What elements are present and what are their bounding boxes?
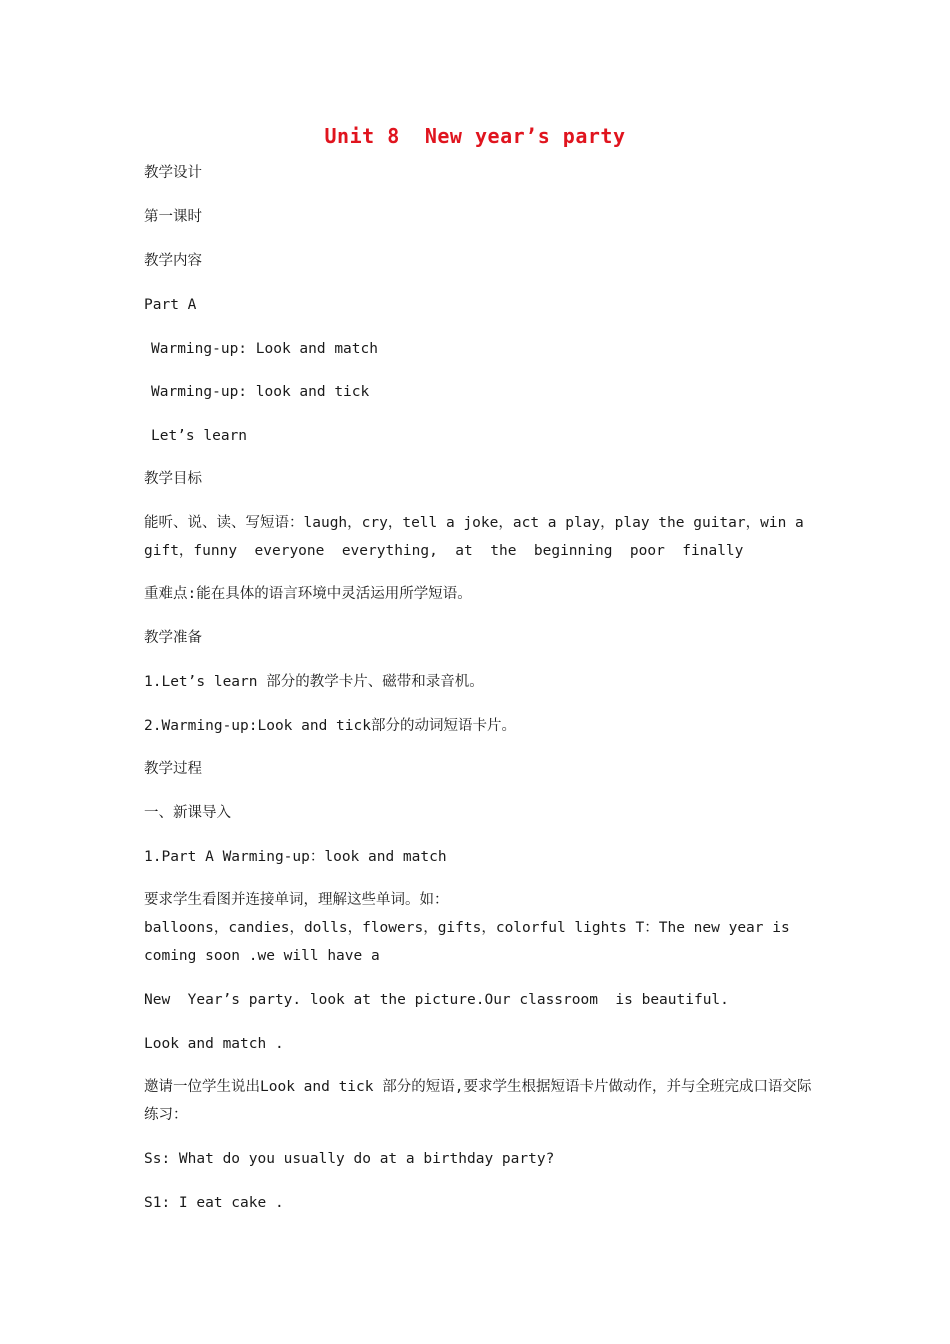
paragraph-lesson: 第一课时 [144,209,202,225]
paragraph-list-item: 2.Warming-up:Look and tick部分的动词短语卡片。 [144,718,516,734]
paragraph-text: New Year’s party. look at the picture.Our classroom is beautiful. [144,992,729,1008]
paragraph-key-points: 重难点:能在具体的语言环境中灵活运用所学短语。 [144,586,472,602]
paragraph-heading: 教学过程 [144,761,202,777]
paragraph-text: balloons，candies，dolls，flowers，gifts，colorful lights T：The new year is coming soon .we will have a [144,920,799,964]
paragraph-heading: 教学目标 [144,471,202,487]
paragraph-text: 邀请一位学生说出Look and tick 部分的短语,要求学生根据短语卡片做动作，并与全班完成口语交际练习： [144,1079,812,1123]
document-title: Unit 8 New year’s party [324,124,626,148]
paragraph-list-item: 1.Let’s learn 部分的教学卡片、磁带和录音机。 [144,674,484,690]
paragraph-dialogue: Ss: What do you usually do at a birthday party? [144,1151,555,1167]
paragraph-heading: 教学设计 [144,165,202,181]
paragraph-text: Warming-up: look and tick [151,384,370,400]
paragraph-text: Look and match . [144,1036,284,1052]
paragraph-text: 要求学生看图并连接单词，理解这些单词。如： [144,892,449,908]
paragraph-text: Let’s learn [151,428,248,444]
paragraph-text: Warming-up: Look and match [151,341,378,357]
paragraph-objectives: 能听、说、读、写短语：laugh，cry，tell a joke，act a play，play the guitar，win a gift，funny everyone everything, at the beginning poor finally [144,515,813,559]
paragraph-text: Part A [144,297,197,313]
paragraph-dialogue: S1: I eat cake . [144,1195,284,1211]
paragraph-list-item: 1.Part A Warming-up：look and match [144,849,447,865]
paragraph-section: 一、新课导入 [144,805,231,821]
paragraph-heading: 教学内容 [144,253,202,269]
paragraph-heading: 教学准备 [144,630,202,646]
